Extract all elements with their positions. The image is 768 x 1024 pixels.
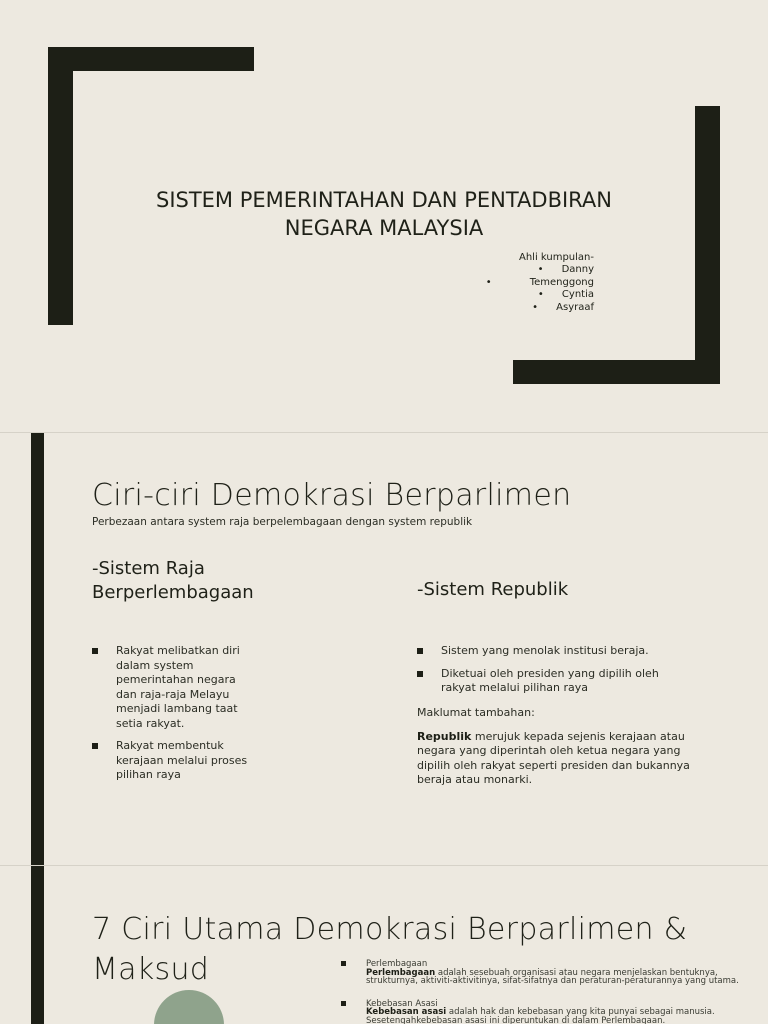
title-line-1: SISTEM PEMERINTAHAN DAN PENTADBIRAN — [155, 188, 612, 212]
list-item-text: Diketuai oleh presiden yang dipilih oleh rakyat melalui pilihan raya — [441, 666, 659, 694]
member-name: Cyntia — [561, 289, 594, 301]
heading-line: -Sistem Raja — [92, 558, 205, 579]
list-item — [417, 644, 687, 659]
slide-title — [0, 0, 768, 432]
square-bullet-icon — [417, 648, 423, 654]
square-bullet-icon — [341, 1001, 346, 1006]
additional-info-text — [417, 730, 692, 788]
member-item — [486, 302, 594, 314]
definition: merujuk kepada sejenis kerajaan atau negara yang diperintah oleh ketua negara yang dipilih oleh rakyat seperti presiden dan bukannya beraja atau monarki. — [417, 729, 690, 786]
left-column-list — [92, 644, 257, 791]
definition: adalah hak dan kebebasan yang kita punyai sebagai manusia. Sesetengahkebebasan asasi ini diperuntukan di dalam Perlembagaan. — [366, 1007, 715, 1024]
frame-bottom-right-horizontal — [513, 360, 720, 384]
list-item — [92, 644, 257, 731]
group-members — [486, 252, 594, 314]
list-item-text: Sistem yang menolak institusi beraja. — [441, 644, 649, 657]
bullet-icon: • — [532, 301, 539, 313]
title-line-2: NEGARA MALAYSIA — [284, 216, 484, 240]
square-bullet-icon — [341, 961, 346, 966]
frame-bottom-right-vertical — [695, 106, 720, 384]
list-item — [92, 739, 257, 783]
slide-7-ciri-utama — [0, 866, 768, 1024]
right-column-heading: -Sistem Republik — [417, 579, 569, 600]
feature-list — [341, 960, 741, 1024]
slide-ciri-ciri — [0, 433, 768, 865]
accent-vertical-bar — [31, 866, 44, 1024]
item-definition — [366, 969, 741, 986]
slide-title: Ciri-ciri Demokrasi Berparlimen — [92, 478, 572, 513]
list-item — [341, 1000, 741, 1024]
item-heading: Perlembagaan — [366, 959, 428, 969]
presentation-title — [100, 186, 668, 242]
member-name: Temenggong — [529, 276, 594, 288]
member-item — [486, 277, 594, 289]
term: Kebebasan asasi — [366, 1007, 447, 1017]
frame-top-left-vertical — [48, 47, 73, 325]
list-item-text: Rakyat membentuk kerajaan melalui proses pilihan raya — [116, 739, 248, 781]
title-line-2: Maksud — [92, 952, 210, 987]
title-line-1: 7 Ciri Utama Demokrasi Berparlimen & — [92, 912, 688, 947]
right-column-list — [417, 644, 687, 704]
square-bullet-icon — [92, 743, 98, 749]
term: Perlembagaan — [366, 967, 436, 978]
frame-top-left-horizontal — [48, 47, 254, 71]
member-name: Danny — [561, 264, 594, 276]
additional-info — [417, 706, 692, 797]
square-bullet-icon — [417, 671, 423, 677]
item-heading: Kebebasan Asasi — [366, 998, 438, 1009]
heading-line: Berperlembagaan — [92, 582, 254, 603]
item-definition — [366, 1008, 741, 1024]
list-item-text: Rakyat melibatkan diri dalam system pemerintahan negara dan raja-raja Melayu menjadi lambang taat setia rakyat. — [116, 644, 240, 730]
slide-subtitle: Perbezaan antara system raja berpelembagaan dengan system republik — [92, 516, 473, 528]
accent-vertical-bar — [31, 433, 44, 865]
bullet-icon: • — [537, 264, 544, 276]
member-item — [486, 264, 594, 276]
bullet-icon: • — [485, 276, 492, 288]
square-bullet-icon — [92, 648, 98, 654]
left-column-heading — [92, 557, 254, 605]
decorative-circle — [154, 990, 224, 1024]
members-label: Ahli kumpulan- — [518, 252, 594, 263]
term: Republik — [417, 729, 472, 743]
list-item — [341, 960, 741, 986]
list-item — [417, 667, 687, 696]
bullet-icon: • — [537, 289, 544, 301]
member-name: Asyraaf — [556, 301, 594, 313]
definition: adalah sesebuah organisasi atau negara menjelaskan bentuknya, strukturnya, aktiviti-aktivitinya, sifat-sifatnya dan peraturan-peraturannya yang utama. — [366, 967, 739, 986]
member-item — [486, 289, 594, 301]
additional-info-label: Maklumat tambahan: — [417, 706, 535, 719]
